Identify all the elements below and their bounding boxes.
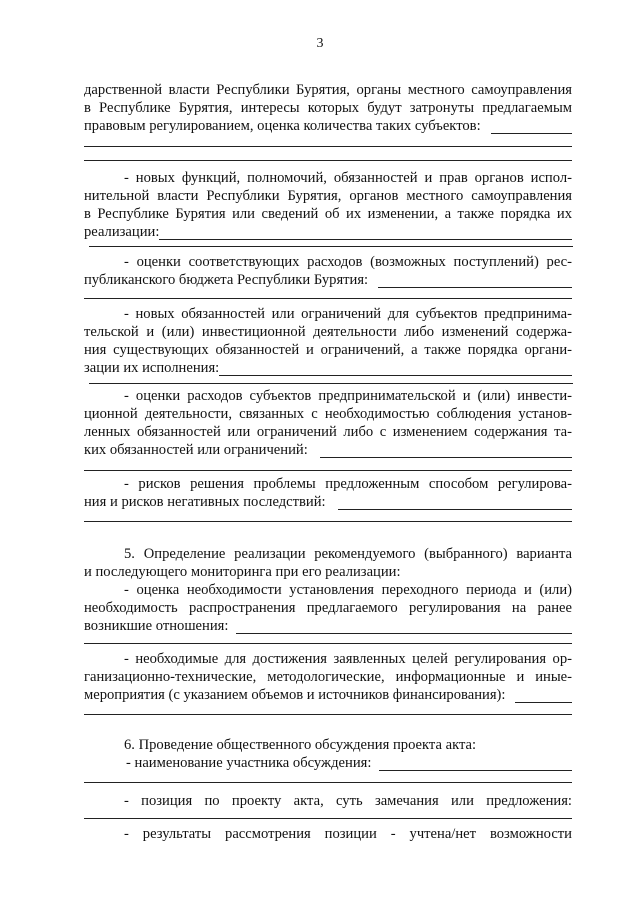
text-line: - результаты рассмотрения позиции - учтена/нет возможности xyxy=(124,826,572,842)
blank-fill-line xyxy=(320,444,572,458)
line-text: зации их исполнения: xyxy=(84,360,220,376)
text-line-with-blank xyxy=(84,360,572,376)
text-line-with-blank xyxy=(84,224,572,240)
text-line-with-blank xyxy=(84,687,572,703)
blank-line xyxy=(89,383,573,384)
blank-line xyxy=(84,160,572,161)
text-line: - новых обязанностей или ограничений для субъектов предпринима- xyxy=(124,306,572,322)
text-line: - оценка необходимости установления переходного периода и (или) xyxy=(124,582,572,598)
blank-fill-line xyxy=(515,689,572,703)
blank-fill-line xyxy=(219,362,572,376)
text-line: ленных обязанностей или ограничений либо с изменением содержания та- xyxy=(84,424,572,440)
page-number: 3 xyxy=(316,36,324,51)
blank-line xyxy=(84,714,572,715)
blank-line xyxy=(84,298,572,299)
blank-line xyxy=(84,470,572,471)
text-line: тельской и (или) инвестиционной деятельности либо изменений содержа- xyxy=(84,324,572,340)
text-line-with-blank xyxy=(84,118,572,134)
text-line: - оценки соответствующих расходов (возможных поступлений) рес- xyxy=(124,254,572,270)
blank-fill-line xyxy=(491,120,572,134)
line-text: возникшие отношения: xyxy=(84,618,229,634)
text-line: необходимость распространения предлагаемого регулирования на ранее xyxy=(84,600,572,616)
section-heading: 6. Проведение общественного обсуждения проекта акта: xyxy=(124,737,477,753)
text-line: - рисков решения проблемы предложенным способом регулирова- xyxy=(124,476,572,492)
line-text: реализации: xyxy=(84,224,160,240)
text-line: нительной власти Республики Бурятия, органов местного самоуправления xyxy=(84,188,572,204)
text-line: ганизационно-технические, методологические, информационные и иные- xyxy=(84,669,572,685)
blank-fill-line xyxy=(159,226,572,240)
blank-line xyxy=(89,246,573,247)
text-line: в Республике Бурятия, интересы которых будут затронуты предлагаемым xyxy=(84,100,572,116)
line-text: ния и рисков негативных последствий: xyxy=(84,494,326,510)
line-text: правовым регулированием, оценка количества таких субъектов: xyxy=(84,118,481,134)
text-line-with-blank xyxy=(84,618,572,634)
blank-line xyxy=(84,643,572,644)
blank-line xyxy=(84,782,572,783)
text-line-with-blank xyxy=(84,442,572,458)
blank-line xyxy=(84,818,572,819)
blank-line xyxy=(84,146,572,147)
blank-fill-line xyxy=(379,757,572,771)
blank-fill-line xyxy=(236,620,572,634)
text-line-with-blank xyxy=(84,494,572,510)
line-text: мероприятия (с указанием объемов и источников финансирования): xyxy=(84,687,506,703)
text-line: в Республике Бурятия или сведений об их изменении, а также порядка их xyxy=(84,206,572,222)
text-line: ционной деятельности, связанных с необходимостью соблюдения установ- xyxy=(84,406,572,422)
blank-fill-line xyxy=(338,496,572,510)
text-line: - новых функций, полномочий, обязанностей и прав органов испол- xyxy=(124,170,572,186)
text-line: ния существующих обязанностей и ограничений, а также порядка органи- xyxy=(84,342,572,358)
line-text: - наименование участника обсуждения: xyxy=(126,755,372,771)
blank-fill-line xyxy=(378,274,572,288)
text-line: - необходимые для достижения заявленных целей регулирования ор- xyxy=(124,651,572,667)
text-line: дарственной власти Республики Бурятия, органы местного самоуправления xyxy=(84,82,572,98)
line-text: публиканского бюджета Республики Бурятия: xyxy=(84,272,369,288)
text-line: - оценки расходов субъектов предпринимательской и (или) инвести- xyxy=(124,388,572,404)
text-line: - позиция по проекту акта, суть замечания или предложения: xyxy=(124,793,572,809)
line-text: ких обязанностей или ограничений: xyxy=(84,442,308,458)
text-line: и последующего мониторинга при его реализации: xyxy=(84,564,401,580)
section-heading: 5. Определение реализации рекомендуемого (выбранного) варианта xyxy=(124,546,572,562)
text-line-with-blank xyxy=(84,272,572,288)
text-line-with-blank xyxy=(84,755,572,771)
blank-line xyxy=(84,521,572,522)
